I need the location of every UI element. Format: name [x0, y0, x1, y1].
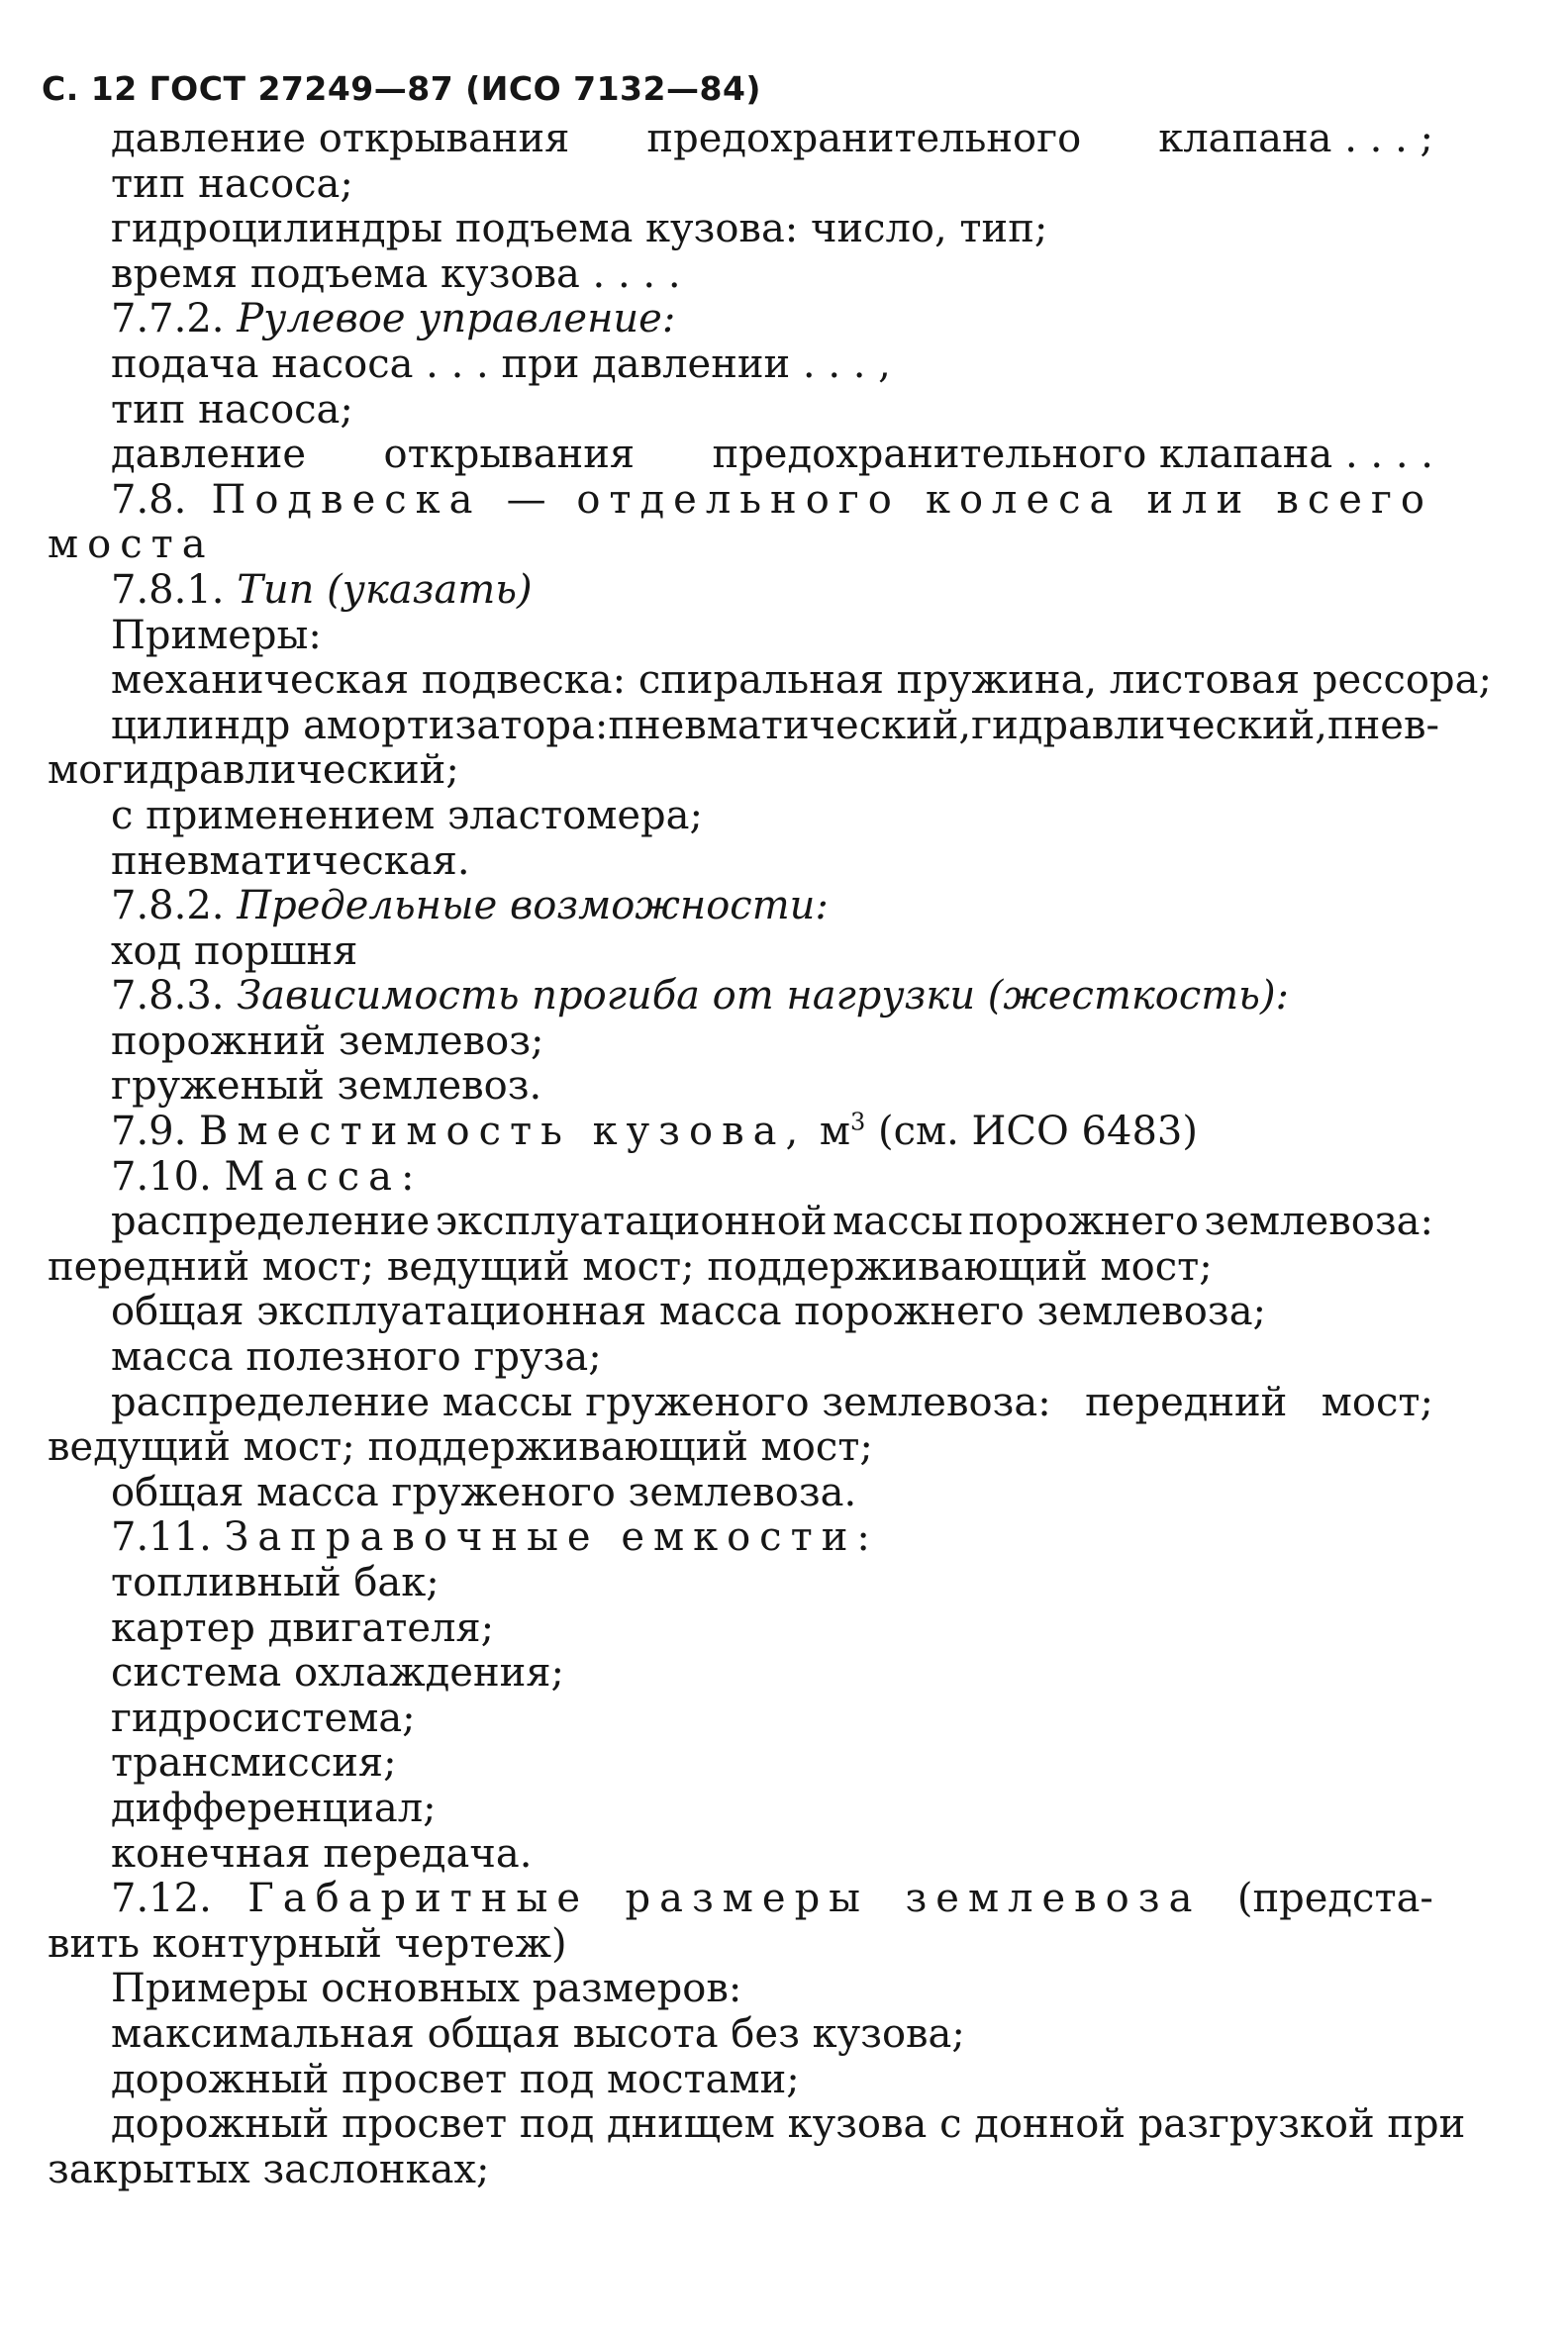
text-line	[48, 1381, 1433, 1426]
text-segment: гидравлический,	[971, 702, 1327, 748]
text-line: подача насоса . . . при давлении . . . ,	[111, 340, 891, 387]
text-segment: массы	[833, 1199, 963, 1245]
text-line: общая масса груженого землевоза.	[111, 1469, 857, 1515]
unit-exponent: 3	[850, 1108, 866, 1136]
text-line: общая эксплуатационная масса порожнего землевоза;	[111, 1289, 1267, 1335]
text-line: механическая подвеска: спиральная пружина, листовая рессора;	[111, 657, 1492, 704]
text-segment: давление открывания	[111, 116, 570, 161]
section-title: Заправочные емкости:	[224, 1514, 879, 1561]
text-line: тип насоса;	[111, 386, 353, 433]
text-line	[48, 433, 1433, 478]
text-segment: порожнего	[968, 1199, 1199, 1245]
section-title: — отдельного	[506, 476, 901, 523]
section-number: 7.8.2.	[111, 883, 225, 929]
section-number: 7.11.	[111, 1514, 212, 1561]
text-line: дорожный просвет под днищем кузова с донной разгрузкой при	[111, 2101, 1466, 2148]
section-title-continued: моста	[48, 522, 215, 568]
section-title: Рулевое управление:	[237, 296, 676, 342]
text-line: масса полезного груза;	[111, 1334, 602, 1381]
text-line: время подъема кузова . . . .	[111, 250, 681, 297]
text-segment: предохранительного клапана . . . .	[712, 432, 1433, 478]
text-segment: эксплуатационной	[435, 1199, 828, 1245]
section-title: размеры	[625, 1876, 870, 1922]
section-number: 7.8.	[111, 476, 187, 523]
section-heading	[48, 974, 1433, 1019]
text-line: Примеры основных размеров:	[111, 1966, 742, 2012]
text-segment: давление	[111, 432, 307, 478]
text-line: закрытых заслонках;	[48, 2146, 490, 2192]
text-segment: распределение	[111, 1199, 431, 1245]
text-line: пневматическая.	[111, 837, 470, 884]
section-title: Масса:	[224, 1153, 424, 1200]
text-line: система охлаждения;	[111, 1650, 564, 1697]
text-segment: передний	[1085, 1379, 1288, 1425]
section-number: 7.12.	[111, 1876, 212, 1922]
text-line	[48, 702, 1440, 749]
text-line: груженый землевоз.	[111, 1063, 542, 1110]
text-segment: предохранительного	[646, 116, 1082, 161]
text-segment: (предста-	[1236, 1876, 1433, 1922]
text-line: дифференциал;	[111, 1785, 437, 1831]
text-line: вить контурный чертеж)	[48, 1920, 567, 1967]
text-segment: клапана . . . ;	[1158, 116, 1433, 161]
document-page	[42, 69, 1492, 2192]
text-line: порожний землевоз;	[111, 1018, 544, 1064]
section-title: всего	[1276, 476, 1433, 523]
section-title: Подвеска	[211, 476, 482, 523]
text-segment: пневматический,	[608, 702, 972, 748]
text-line: топливный бак;	[111, 1560, 440, 1605]
unit: м	[819, 1109, 850, 1155]
section-title: Тип (указать)	[237, 566, 533, 613]
section-number: 7.9.	[111, 1109, 187, 1155]
section-heading	[48, 1155, 1433, 1201]
section-heading	[48, 884, 1433, 929]
text-line: трансмиссия;	[111, 1740, 397, 1787]
text-segment: мост;	[1321, 1379, 1433, 1425]
reference: (см. ИСО 6483)	[878, 1109, 1198, 1155]
text-segment: распределение массы груженого землевоза:	[111, 1379, 1051, 1425]
section-number: 7.10.	[111, 1153, 212, 1200]
text-line: с применением эластомера;	[111, 792, 703, 838]
section-number: 7.7.2.	[111, 296, 225, 342]
section-title: землевоза	[905, 1876, 1202, 1922]
section-title: Зависимость прогиба от нагрузки (жесткость):	[237, 973, 1290, 1019]
text-line: гидросистема;	[111, 1695, 416, 1741]
section-title: Габаритные	[247, 1876, 590, 1922]
text-line: могидравлический;	[48, 747, 459, 794]
section-heading	[48, 297, 1433, 342]
text-line: передний мост; ведущий мост; поддерживающий мост;	[48, 1243, 1213, 1290]
section-title: или	[1146, 476, 1252, 523]
text-segment: открывания	[383, 432, 636, 478]
text-segment: землевоза:	[1204, 1199, 1433, 1245]
text-line: гидроцилиндры подъема кузова: число, тип;	[111, 206, 1048, 252]
text-line	[48, 1200, 1433, 1245]
text-line: картер двигателя;	[111, 1604, 495, 1651]
text-segment: пнев-	[1326, 702, 1440, 748]
section-title: колеса	[925, 476, 1123, 523]
section-heading	[48, 1110, 1433, 1155]
text-line	[48, 117, 1433, 162]
text-line: дорожный просвет под мостами;	[111, 2056, 800, 2102]
section-number: 7.8.3.	[111, 973, 225, 1019]
text-line: максимальная общая высота без кузова;	[111, 2010, 965, 2057]
text-segment: цилиндр амортизатора:	[111, 702, 609, 748]
text-line: Примеры:	[111, 612, 322, 658]
text-line: ход поршня	[111, 927, 358, 974]
section-heading	[48, 1515, 1433, 1561]
section-title: Вместимость кузова,	[199, 1109, 808, 1155]
section-heading	[48, 478, 1433, 524]
section-number: 7.8.1.	[111, 566, 225, 613]
text-line: ведущий мост; поддерживающий мост;	[48, 1424, 873, 1471]
section-heading	[48, 568, 1433, 614]
text-line: конечная передача.	[111, 1830, 533, 1877]
page-header: С. 12 ГОСТ 27249—87 (ИСО 7132—84)	[42, 69, 761, 108]
section-heading	[48, 1877, 1433, 1922]
section-title: Предельные возможности:	[237, 883, 829, 929]
text-line: тип насоса;	[111, 160, 353, 207]
